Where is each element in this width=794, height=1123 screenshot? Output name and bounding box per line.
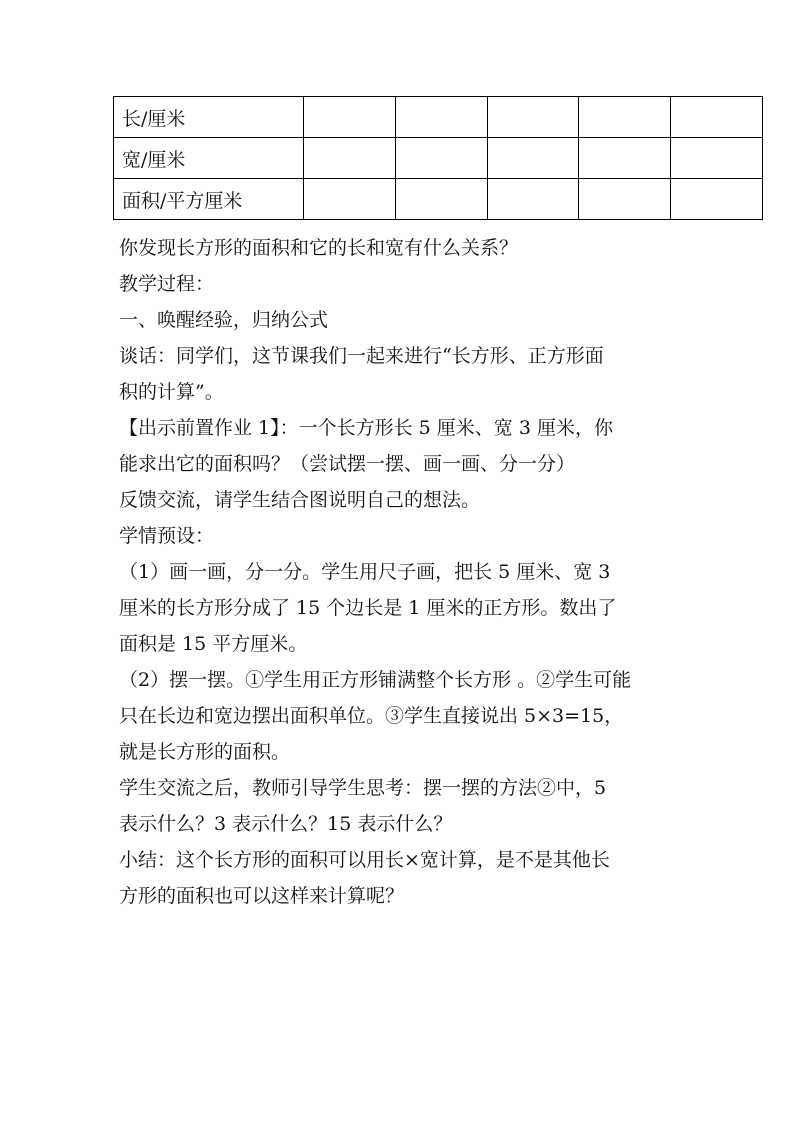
section-heading: 教学过程：	[119, 273, 215, 295]
table-cell	[579, 97, 671, 138]
paragraph-line: 小结：这个长方形的面积可以用长×宽计算，是不是其他长	[119, 849, 610, 871]
paragraph-line: 反馈交流，请学生结合图说明自己的想法。	[119, 489, 481, 511]
table-cell	[487, 138, 579, 179]
paragraph-line: 表示什么？3 表示什么？15 表示什么？	[119, 813, 453, 835]
row-label: 面积/平方厘米	[114, 179, 304, 220]
paragraph-line: 面积是 15 平方厘米。	[119, 633, 308, 655]
paragraph-line: 方形的面积也可以这样来计算呢？	[119, 885, 405, 907]
paragraph-line: 能求出它的面积吗？（尝试摆一摆、画一画、分一分）	[119, 453, 576, 475]
paragraph-line: （2）摆一摆。①学生用正方形铺满整个长方形 。②学生可能	[119, 669, 632, 691]
table-cell	[671, 97, 763, 138]
table-cell	[487, 179, 579, 220]
subsection-heading: 一、唤醒经验，归纳公式	[119, 309, 329, 331]
lesson-text	[119, 230, 679, 914]
table-cell	[304, 97, 396, 138]
row-label: 宽/厘米	[114, 138, 304, 179]
paragraph-line: 【出示前置作业 1】：一个长方形长 5 厘米、宽 3 厘米，你	[119, 417, 613, 439]
paragraph-line: 谈话：同学们，这节课我们一起来进行“长方形、正方形面	[119, 345, 604, 367]
table-cell	[304, 138, 396, 179]
measurement-table	[113, 96, 763, 220]
table-cell	[304, 179, 396, 220]
table-cell	[395, 138, 487, 179]
table-cell	[579, 138, 671, 179]
paragraph-line: 只在长边和宽边摆出面积单位。③学生直接说出 5×3=15，	[119, 705, 624, 727]
table-cell	[395, 97, 487, 138]
table-cell	[579, 179, 671, 220]
paragraph-line: 积的计算”。	[119, 381, 224, 403]
table-cell	[671, 179, 763, 220]
table-row-area	[114, 179, 763, 220]
paragraph-line: 学情预设：	[119, 525, 215, 547]
table-row-width	[114, 138, 763, 179]
question-line: 你发现长方形的面积和它的长和宽有什么关系？	[119, 237, 519, 259]
table-cell	[395, 179, 487, 220]
table-row-length	[114, 97, 763, 138]
table-cell	[487, 97, 579, 138]
paragraph-line: 学生交流之后，教师引导学生思考：摆一摆的方法②中，5	[119, 777, 607, 799]
table-cell	[671, 138, 763, 179]
paragraph-line: 就是长方形的面积。	[119, 741, 291, 763]
paragraph-line: 厘米的长方形分成了 15 个边长是 1 厘米的正方形。数出了	[119, 597, 617, 619]
paragraph-line: （1）画一画，分一分。学生用尺子画，把长 5 厘米、宽 3	[119, 561, 611, 583]
row-label: 长/厘米	[114, 97, 304, 138]
